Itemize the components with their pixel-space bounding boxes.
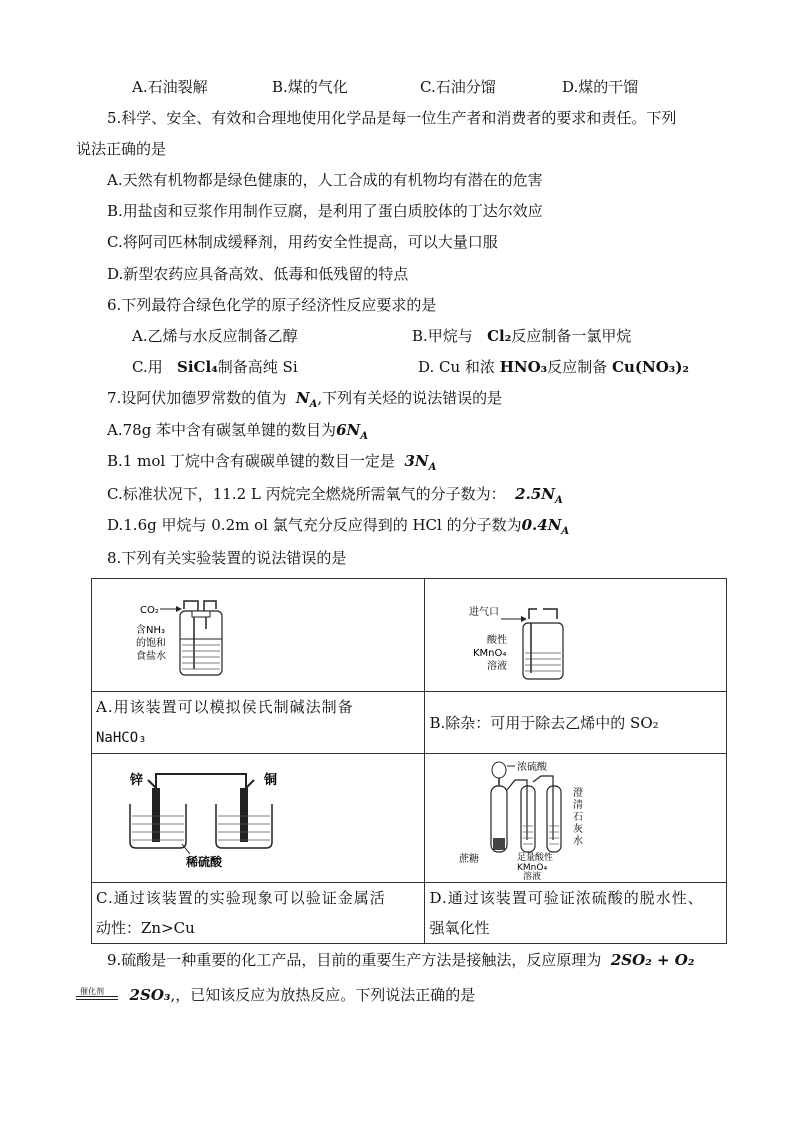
figure-c-galvanic-cell [122,760,282,870]
option-d-caption: D.通过该装置可验证浓硫酸的脱水性、 强氧化性 [425,883,727,944]
svg-text:的饱和: 的饱和 [136,638,166,649]
figure-b-cell [425,579,727,692]
catalyst-arrow: 催化剂 [76,986,120,1006]
svg-text:CO₂: CO₂ [140,605,159,616]
svg-text:浓硫酸: 浓硫酸 [517,762,548,773]
option-b-caption: B.除杂：可用于除去乙烯中的 SO₂ [425,692,727,754]
svg-text:溶液: 溶液 [523,872,542,880]
svg-text:稀硫酸: 稀硫酸 [186,855,223,869]
q7-option-c: C.标准状况下，11.2 L 丙烷完全燃烧所需氧气的分子数为： $2.5N_A$ [107,485,563,506]
q7-stem: 7.设阿伏加德罗常数的值为 $N_A$,下列有关烃的说法错误的是 [107,389,503,410]
svg-text:蔗糖: 蔗糖 [459,854,480,865]
q4-option-c: C.石油分馏 [420,78,496,96]
svg-text:KMnO₄: KMnO₄ [473,648,507,659]
q9-stem-line2: 催化剂 2SO₃,，已知该反应为放热反应。下列说法正确的是 [76,985,475,1006]
q5-stem-line2: 说法正确的是 [76,140,167,158]
q9-stem-line1: 9.硫酸是一种重要的化工产品，目前的重要生产方法是接触法，反应原理为 2SO₂ + O₂ [107,951,695,969]
svg-text:含NH₃: 含NH₃ [136,625,166,636]
q6-option-c: C.用 SiCl₄制备高纯 Si [132,358,298,376]
svg-text:进气口: 进气口 [469,607,500,618]
svg-text:铜: 铜 [264,773,278,788]
svg-text:足量酸性: 足量酸性 [517,853,554,863]
q6-option-d: D. Cu 和浓 HNO₃反应制备 Cu(NO₃)₂ [418,358,690,376]
figure-d-dehydration-setup [455,756,605,880]
q7-option-a: A.78g 苯中含有碳氢单键的数目为$6N_A$ [107,421,368,442]
figure-b-wash-bottle [465,587,585,687]
q5-option-c: C.将阿司匹林制成缓释剂，用药安全性提高，可以大量口服 [107,233,498,251]
svg-text:酸性: 酸性 [487,635,508,646]
svg-text:水: 水 [573,836,584,847]
option-a-caption: A.用该装置可以模拟侯氏制碱法制备 NaHCO₃ [92,692,425,754]
q6-stem: 6.下列最符合绿色化学的原子经济性反应要求的是 [107,296,437,314]
q5-option-d: D.新型农药应具备高效、低毒和低残留的特点 [107,265,409,283]
figure-a-gas-bottle [132,587,252,687]
q4-option-a: A.石油裂解 [132,78,208,96]
figure-d-cell [425,754,727,883]
option-c-caption: C.通过该装置的实验现象可以验证金属活 动性：Zn>Cu [92,883,425,944]
q6-option-b: B.甲烷与 Cl₂反应制备一氯甲烷 [412,327,632,345]
svg-text:KMnO₄: KMnO₄ [517,863,548,873]
q5-stem-line1: 5.科学、安全、有效和合理地使用化学品是每一位生产者和消费者的要求和责任。下列 [107,109,677,127]
svg-text:锌: 锌 [130,773,144,788]
svg-text:澄: 澄 [573,788,584,799]
q8-apparatus-table [91,578,727,944]
svg-text:灰: 灰 [573,824,584,835]
q5-option-b: B.用盐卤和豆浆作用制作豆腐，是利用了蛋白质胶体的丁达尔效应 [107,202,543,220]
q5-option-a: A.天然有机物都是绿色健康的，人工合成的有机物均有潜在的危害 [107,171,543,189]
q7-option-d: D.1.6g 甲烷与 0.2m ol 氯气充分反应得到的 HCl 的分子数为$0.4N_A$ [107,516,570,537]
svg-text:清: 清 [573,800,584,811]
figure-a-cell [92,579,425,692]
q6-option-a: A.乙烯与水反应制备乙醇 [132,327,298,345]
q8-stem: 8.下列有关实验装置的说法错误的是 [107,549,347,567]
q7-option-b: B.1 mol 丁烷中含有碳碳单键的数目一定是 $3N_A$ [107,452,437,473]
svg-text:石: 石 [573,812,584,823]
q4-option-b: B.煤的气化 [272,78,348,96]
figure-c-cell [92,754,425,883]
svg-text:溶液: 溶液 [487,661,508,672]
svg-text:食盐水: 食盐水 [136,651,166,662]
q4-option-d: D.煤的干馏 [562,78,639,96]
